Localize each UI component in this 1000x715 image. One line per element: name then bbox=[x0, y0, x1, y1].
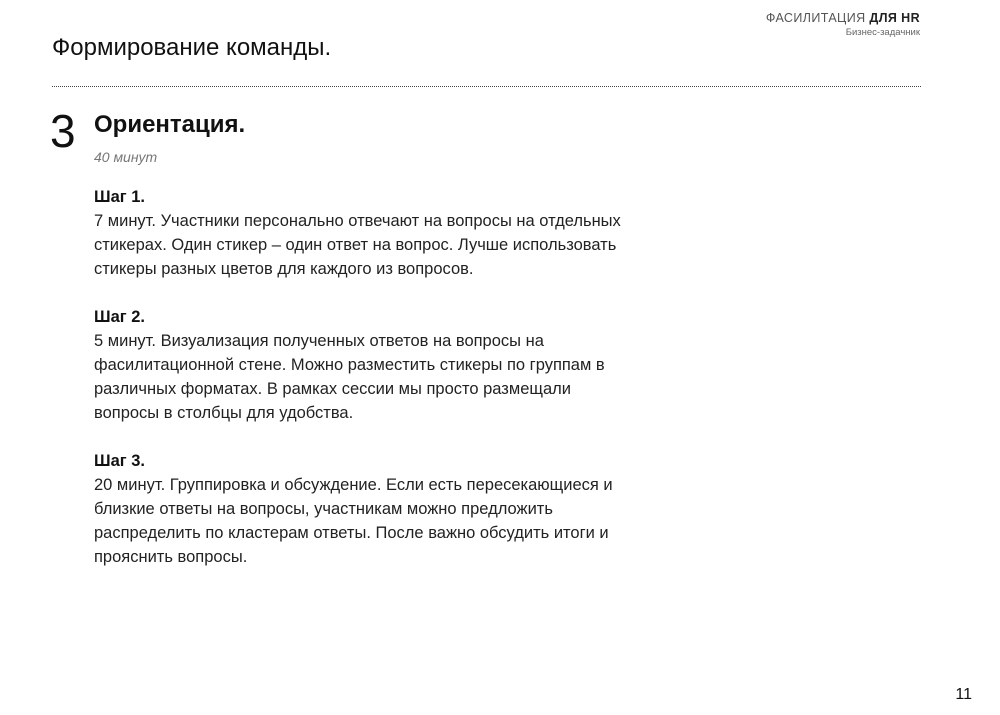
step-1 bbox=[94, 185, 639, 281]
step-title: Шаг 1. bbox=[94, 188, 145, 206]
dotted-divider bbox=[52, 86, 921, 87]
section-number: 3 bbox=[50, 105, 76, 157]
section-duration: 40 минут bbox=[94, 149, 158, 165]
page-title: Формирование команды. bbox=[52, 34, 332, 61]
step-title: Шаг 3. bbox=[94, 452, 145, 470]
step-text: 5 минут. Визуализация полученных ответов на вопросы на фасилитационной стене. Можно разместить стикеры по группам в различных форматах. В рамках сессии мы просто размещали вопросы в столбцы для удобства. bbox=[94, 332, 605, 422]
section-title: Ориентация. bbox=[94, 111, 246, 138]
step-3 bbox=[94, 449, 639, 569]
brand-title bbox=[766, 12, 920, 25]
brand-header bbox=[766, 12, 920, 37]
steps-list bbox=[94, 185, 639, 593]
brand-bold: ДЛЯ HR bbox=[869, 11, 920, 25]
step-text: 7 минут. Участники персонально отвечают на вопросы на отдельных стикерах. Один стикер – один ответ на вопрос. Лучше использовать стикеры разных цветов для каждого из вопросов. bbox=[94, 212, 621, 278]
step-text: 20 минут. Группировка и обсуждение. Если есть пересекающиеся и близкие ответы на вопросы, участникам можно предложить распределить по кластерам ответы. После важно обсудить итоги и прояснить вопросы. bbox=[94, 476, 613, 566]
brand-subtitle: Бизнес-задачник bbox=[845, 26, 920, 38]
page-number: 11 bbox=[955, 686, 972, 703]
brand-prefix: ФАСИЛИТАЦИЯ bbox=[765, 11, 866, 25]
step-2 bbox=[94, 305, 639, 425]
step-title: Шаг 2. bbox=[94, 308, 145, 326]
